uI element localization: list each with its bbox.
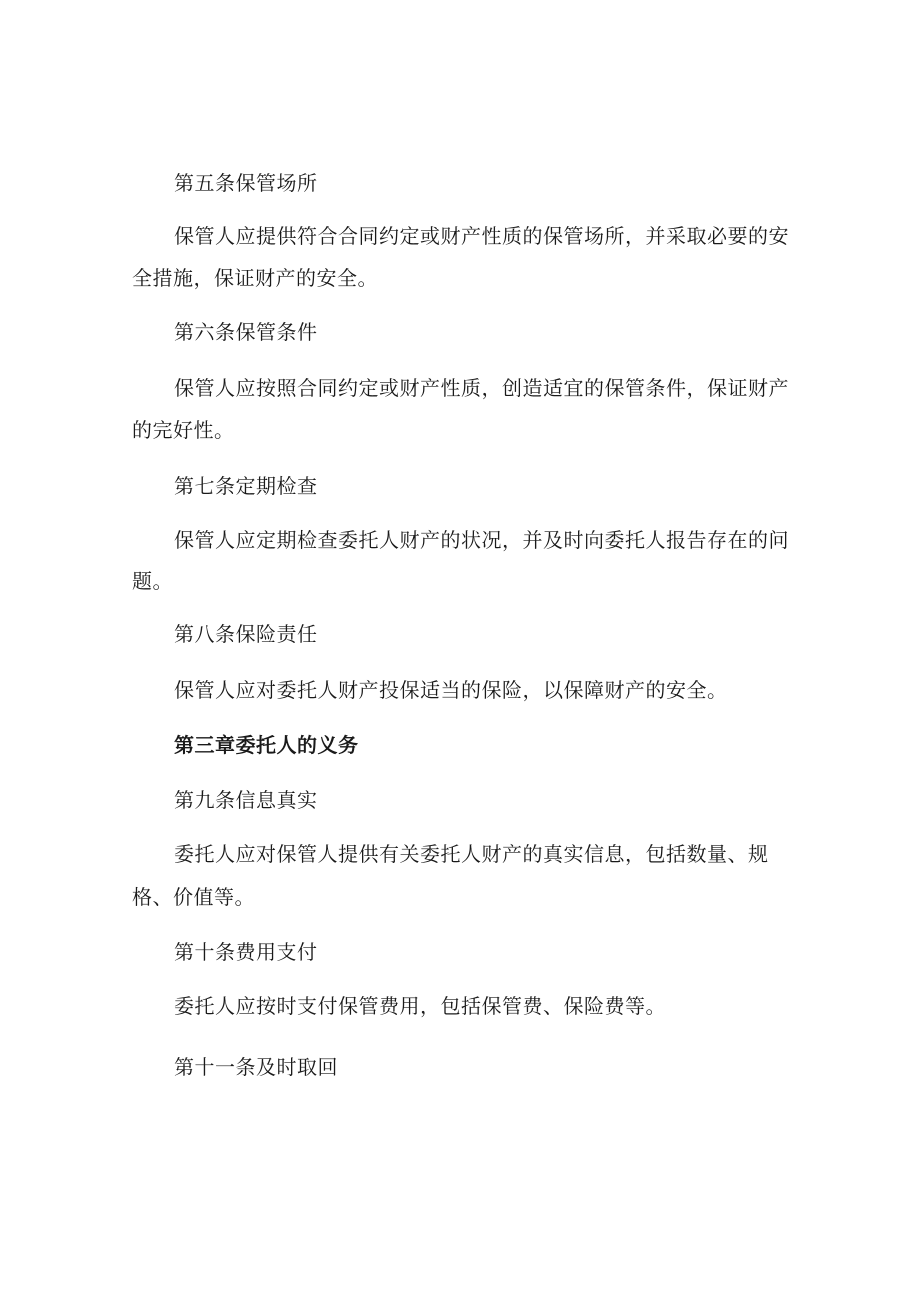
article-7-body-line-2: 题。 [132,569,173,593]
chapter-3-heading: 第三章委托人的义务 [174,733,359,757]
article-7-body-line-1: 保管人应定期检查委托人财产的状况，并及时向委托人报告存在的问 [174,528,789,552]
article-9-body-line-2: 格、价值等。 [132,885,255,909]
article-8-title: 第八条保险责任 [174,622,318,646]
article-8-body-line-1: 保管人应对委托人财产投保适当的保险，以保障财产的安全。 [174,678,728,702]
article-11-title: 第十一条及时取回 [174,1055,338,1079]
article-10-body-line-1: 委托人应按时支付保管费用，包括保管费、保险费等。 [174,994,666,1018]
article-5-body-line-2: 全措施，保证财产的安全。 [132,266,378,290]
article-6-title: 第六条保管条件 [174,320,318,344]
article-5-body-line-1: 保管人应提供符合合同约定或财产性质的保管场所，并采取必要的安 [174,224,789,248]
article-6-body-line-2: 的完好性。 [132,418,235,442]
article-6-body-line-1: 保管人应按照合同约定或财产性质，创造适宜的保管条件，保证财产 [174,376,789,400]
article-5-title: 第五条保管场所 [174,171,318,195]
article-7-title: 第七条定期检查 [174,474,318,498]
article-10-title: 第十条费用支付 [174,940,318,964]
article-9-body-line-1: 委托人应对保管人提供有关委托人财产的真实信息，包括数量、规 [174,842,769,866]
article-9-title: 第九条信息真实 [174,788,318,812]
